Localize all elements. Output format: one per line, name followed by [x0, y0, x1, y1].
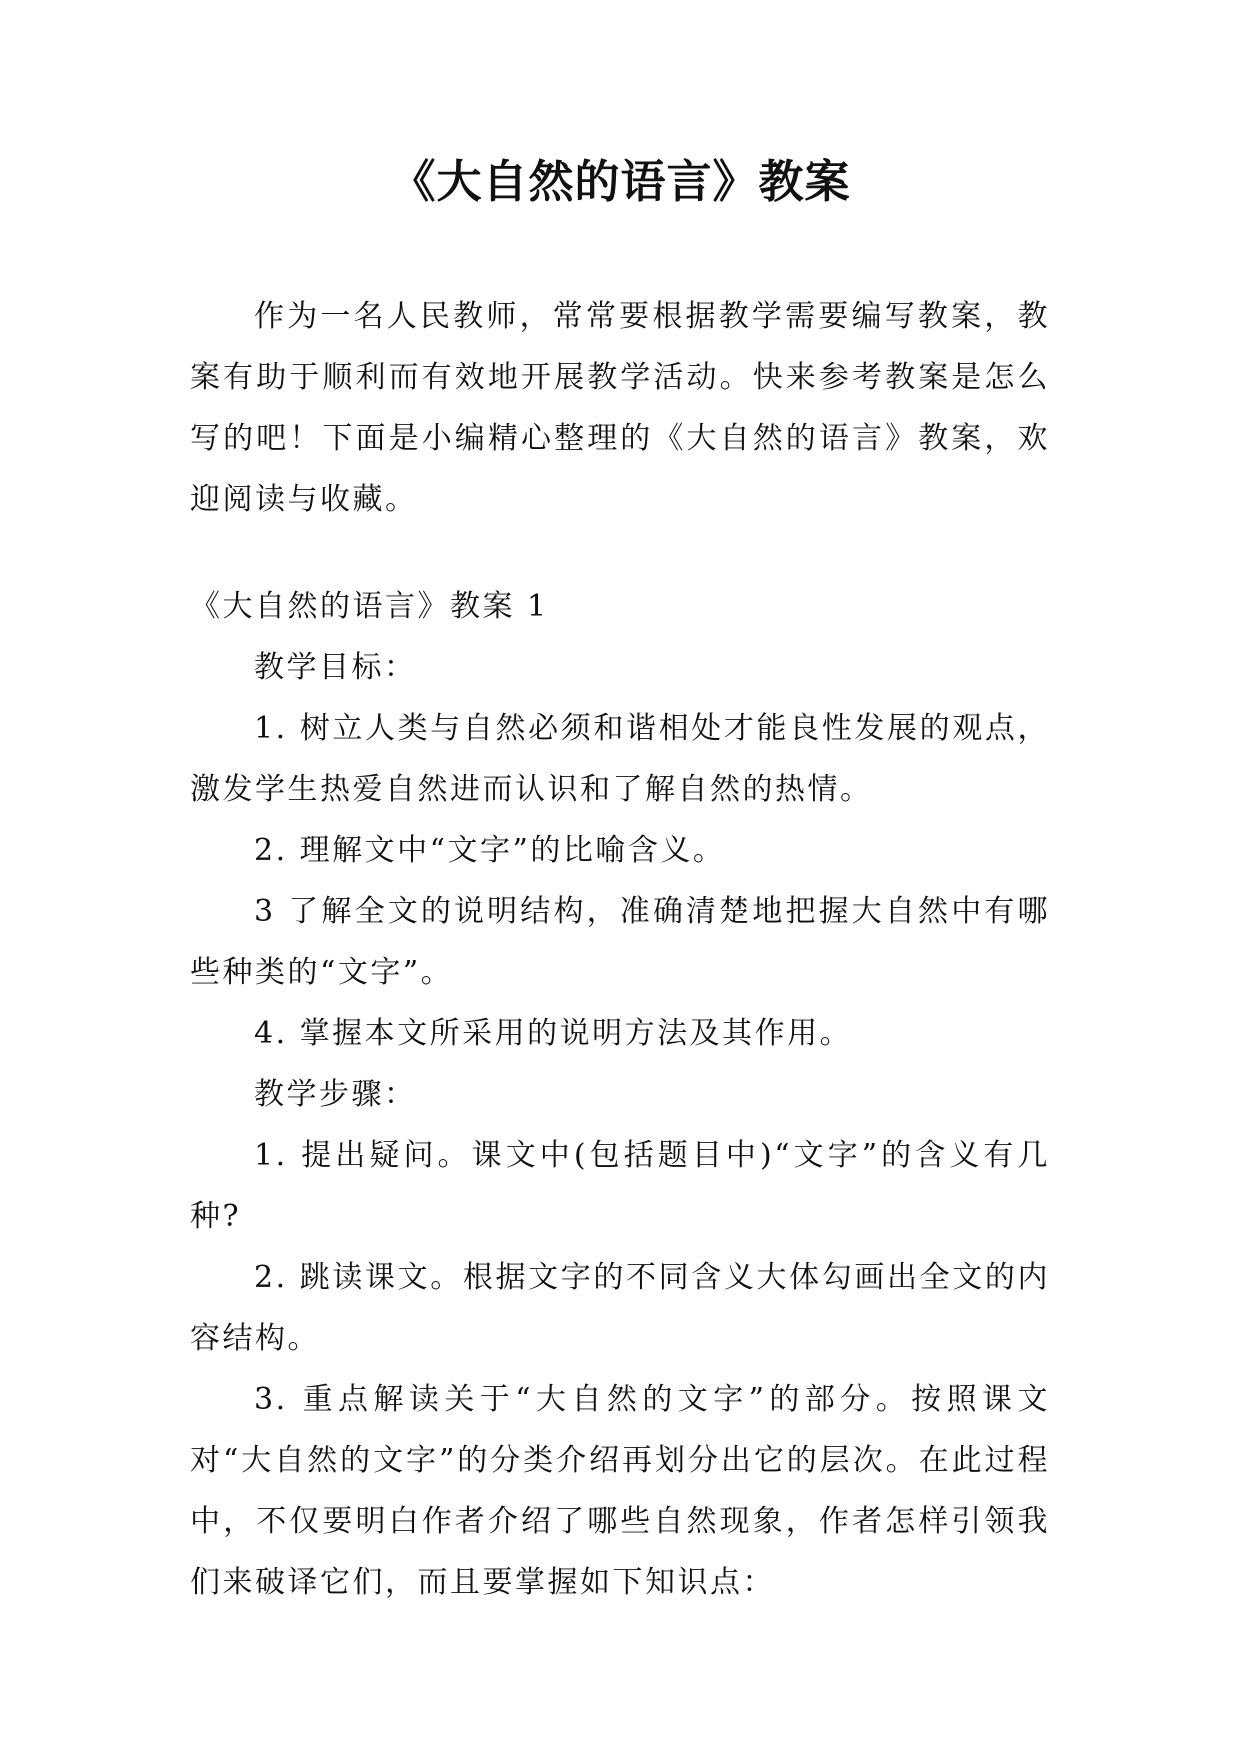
goal-item: 1. 树立人类与自然必须和谐相处才能良性发展的观点，激发学生热爱自然进而认识和了解自然的热情。	[190, 711, 1050, 807]
goal-item: 4. 掌握本文所采用的说明方法及其作用。	[254, 1016, 853, 1051]
intro-block	[190, 286, 1050, 530]
steps-label: 教学步骤：	[254, 1077, 417, 1112]
lesson-plan-section	[190, 576, 1050, 1613]
step-item: 1. 提出疑问。课文中(包括题目中)“文字”的含义有几种?	[190, 1138, 1050, 1234]
step-item: 3. 重点解读关于“大自然的文字”的部分。按照课文对“大自然的文字”的分类介绍再划分出它的层次。在此过程中，不仅要明白作者介绍了哪些自然现象，作者怎样引领我们来破译它们，而且要掌握如下知识点：	[190, 1382, 1050, 1600]
section-heading: 《大自然的语言》教案 1	[190, 589, 549, 624]
goals-label: 教学目标：	[254, 650, 417, 685]
goal-item: 3 了解全文的说明结构，准确清楚地把握大自然中有哪些种类的“文字”。	[190, 894, 1050, 990]
document-title: 《大自然的语言》教案	[390, 155, 851, 208]
intro-paragraph: 作为一名人民教师，常常要根据教学需要编写教案，教案有助于顺利而有效地开展教学活动。快来参考教案是怎么写的吧！下面是小编精心整理的《大自然的语言》教案，欢迎阅读与收藏。	[190, 299, 1050, 517]
step-item: 2. 跳读课文。根据文字的不同含义大体勾画出全文的内容结构。	[190, 1260, 1050, 1356]
goal-item: 2. 理解文中“文字”的比喻含义。	[254, 833, 726, 868]
